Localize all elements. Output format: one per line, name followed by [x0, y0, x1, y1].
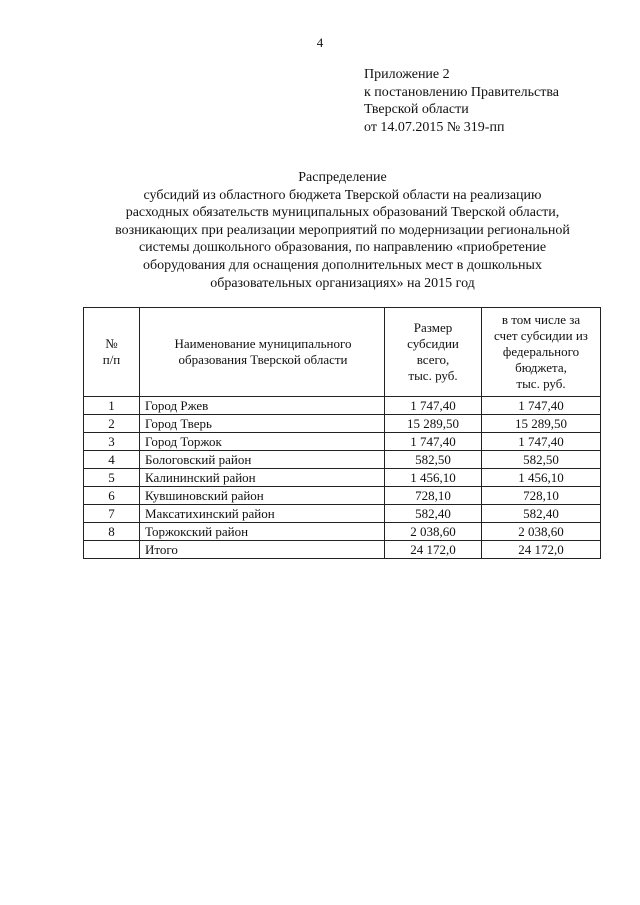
cell-name: Город Торжок	[140, 433, 385, 451]
cell-federal: 24 172,0	[482, 541, 601, 559]
header-total	[385, 308, 482, 397]
heading-line: образовательных организациях» на 2015 год	[210, 275, 475, 291]
cell-total: 1 456,10	[385, 469, 482, 487]
cell-federal: 728,10	[482, 487, 601, 505]
header-name-text: образования Тверской области	[178, 352, 348, 367]
table-row	[84, 469, 601, 487]
cell-num: 2	[84, 415, 140, 433]
cell-num: 1	[84, 397, 140, 415]
cell-total: 582,50	[385, 451, 482, 469]
cell-federal: 582,50	[482, 451, 601, 469]
cell-name: Калининский район	[140, 469, 385, 487]
appendix-line: к постановлению Правительства	[364, 84, 560, 100]
cell-total: 1 747,40	[385, 433, 482, 451]
heading-line: оборудования для оснащения дополнительных мест в дошкольных	[143, 257, 542, 273]
cell-num: 3	[84, 433, 140, 451]
header-total-text: тыс. руб.	[408, 368, 458, 383]
cell-total: 582,40	[385, 505, 482, 523]
table-row	[84, 433, 601, 451]
cell-federal: 582,40	[482, 505, 601, 523]
header-federal-text: бюджета,	[515, 360, 567, 375]
header-federal	[482, 308, 601, 397]
heading-title: Распределение	[298, 170, 387, 185]
cell-name: Бологовский район	[140, 451, 385, 469]
cell-name: Город Ржев	[140, 397, 385, 415]
header-federal-text: тыс. руб.	[516, 376, 566, 391]
cell-name: Максатихинский район	[140, 505, 385, 523]
appendix-line: Приложение 2	[364, 67, 450, 82]
header-num	[84, 308, 140, 397]
header-num-text: п/п	[102, 352, 121, 367]
cell-federal: 1 456,10	[482, 469, 601, 487]
cell-federal: 15 289,50	[482, 415, 601, 433]
cell-total: 24 172,0	[385, 541, 482, 559]
cell-total: 2 038,60	[385, 523, 482, 541]
header-federal-text: счет субсидии из	[494, 328, 588, 343]
header-federal-text: в том числе за	[501, 312, 581, 327]
cell-num: 7	[84, 505, 140, 523]
heading-line: возникающих при реализации мероприятий по модернизации региональной	[115, 222, 570, 238]
header-name-text: Наименование муниципального	[174, 336, 352, 351]
heading-line: расходных обязательств муниципальных образований Тверской области,	[125, 205, 560, 221]
cell-federal: 2 038,60	[482, 523, 601, 541]
table-row	[84, 397, 601, 415]
appendix-line: Тверской области	[364, 102, 469, 117]
table-row	[84, 415, 601, 433]
cell-name: Кувшиновский район	[140, 487, 385, 505]
cell-name: Город Тверь	[140, 415, 385, 433]
appendix-block	[364, 66, 559, 136]
cell-name: Итого	[140, 541, 385, 559]
heading-line: системы дошкольного образования, по направлению «приобретение	[138, 240, 547, 256]
heading-line: субсидий из областного бюджета Тверской области на реализацию	[143, 187, 542, 203]
header-total-text: всего,	[416, 352, 450, 367]
cell-total: 1 747,40	[385, 397, 482, 415]
page-number: 4	[316, 35, 324, 50]
table-header-row	[84, 308, 601, 397]
cell-num: 4	[84, 451, 140, 469]
table-row	[84, 487, 601, 505]
document-heading	[60, 169, 625, 292]
header-num-text: №	[105, 336, 118, 351]
cell-name: Торжокский район	[140, 523, 385, 541]
cell-num: 8	[84, 523, 140, 541]
table-row	[84, 505, 601, 523]
header-federal-text: федерального	[502, 344, 580, 359]
table-total-row	[84, 541, 601, 559]
cell-total: 15 289,50	[385, 415, 482, 433]
table-row	[84, 523, 601, 541]
subsidy-table	[83, 307, 601, 559]
table-row	[84, 451, 601, 469]
header-name	[140, 308, 385, 397]
appendix-date-line: от 14.07.2015 № 319-пп	[364, 119, 505, 135]
header-total-text: Размер	[413, 320, 453, 335]
cell-num: 6	[84, 487, 140, 505]
cell-total: 728,10	[385, 487, 482, 505]
cell-federal: 1 747,40	[482, 397, 601, 415]
cell-num: 5	[84, 469, 140, 487]
header-total-text: субсидии	[407, 336, 459, 351]
cell-num	[84, 541, 140, 559]
cell-federal: 1 747,40	[482, 433, 601, 451]
